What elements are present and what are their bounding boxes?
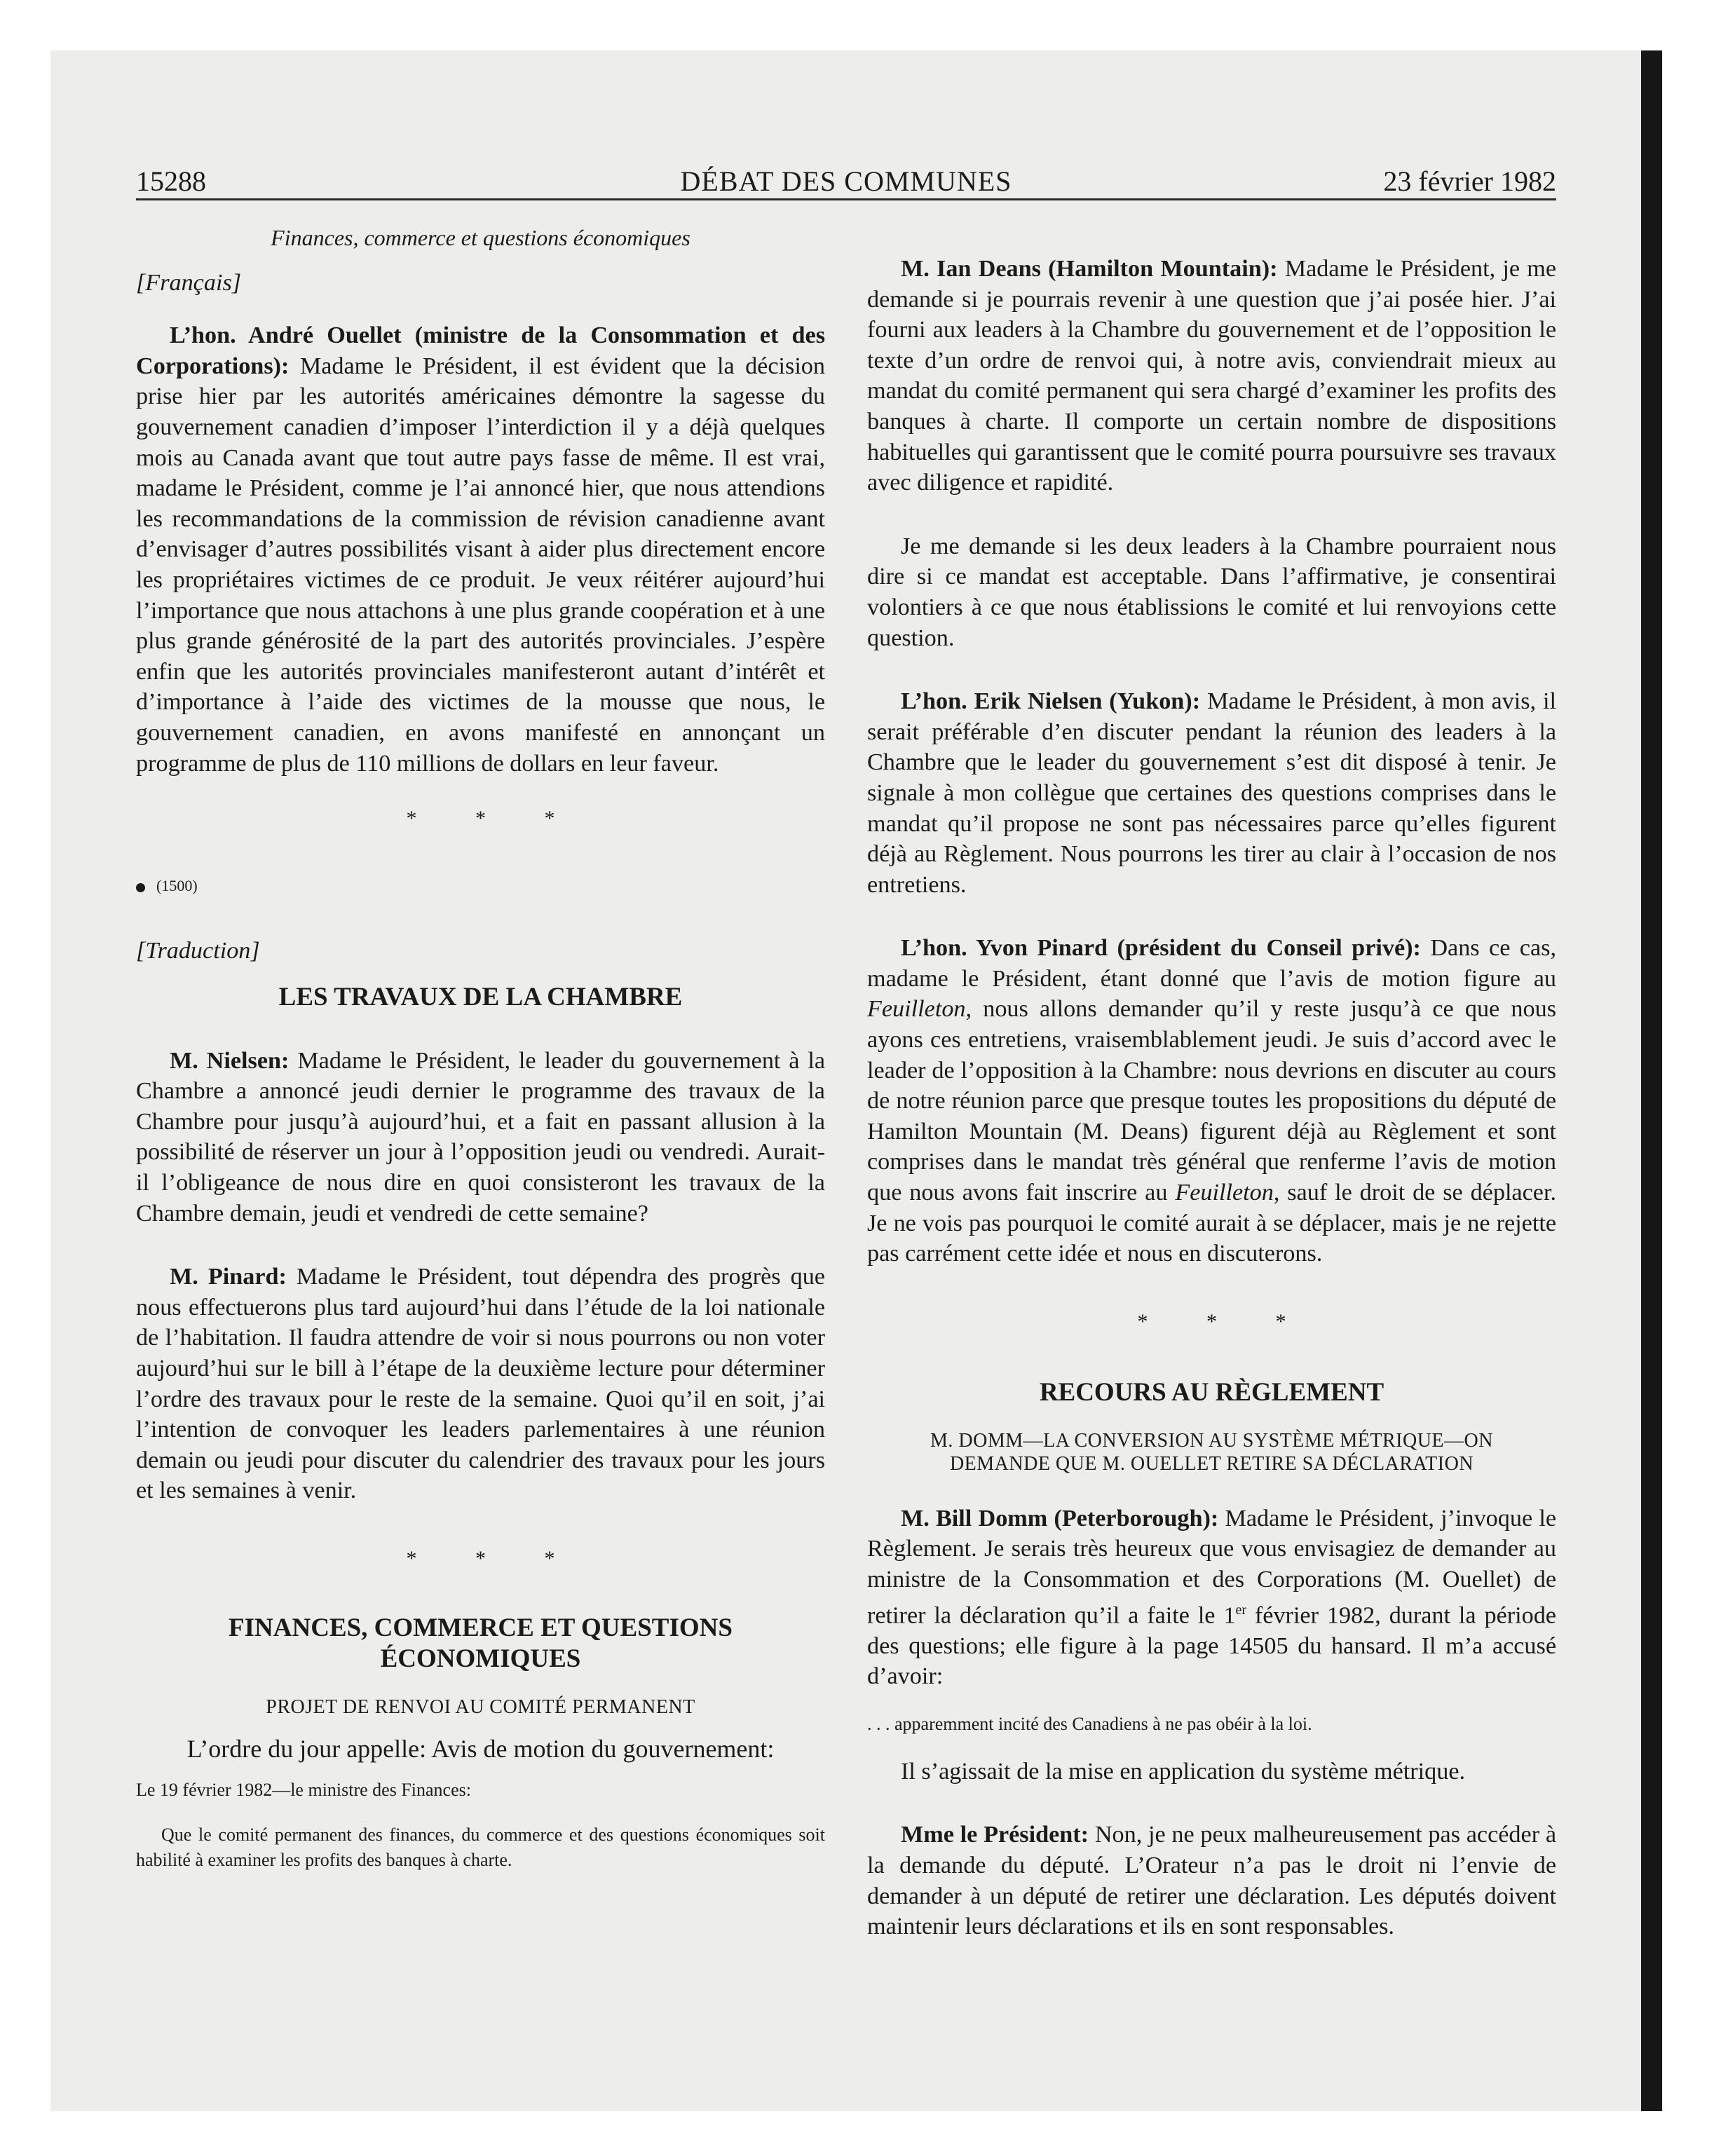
speech-text: Madame le Président, le leader du gouvernement à la Chambre a annoncé jeudi dernier le programme des travaux de la Chambre pour jusqu’à aujourd’hui, et a fait en passant allusion à la possibilité de réserver un jour à l’opposition jeudi ou vendredi. Aurait-il l’obligeance de nous dire en quoi consisteront les travaux de la Chambre demain, jeudi et vendredi de cette semaine?: [136, 1047, 825, 1227]
speaker-name: L’hon. André Ouellet (ministre de la Consommation et des Corporations):: [136, 322, 825, 379]
scan-edge-bar: [1641, 50, 1662, 2111]
time-marker-text: (1500): [156, 877, 198, 895]
speaker-name: M. Bill Domm (Peterborough):: [901, 1505, 1219, 1531]
speech-text: février 1982, durant la période des questions; elle figure à la page 14505 du hansard. Il m’a accusé d’avoir:: [867, 1602, 1556, 1690]
speaker-name: L’hon. Yvon Pinard (président du Conseil privé):: [901, 935, 1421, 962]
speech-ouellet: [136, 320, 825, 779]
speech-text: Madame le Président, j’invoque le Règlement. Je serais très heureux que vous envisagiez de demander au ministre de la Consommation et des Corporations (M. Ouellet) de retirer la déclaration qu’il a faite le 1: [867, 1505, 1556, 1628]
section-separator: * * *: [406, 807, 582, 831]
speech-nielsen-2: [867, 686, 1556, 900]
section-heading-travaux: LES TRAVAUX DE LA CHAMBRE: [278, 982, 683, 1011]
order-of-day: L’ordre du jour appelle: Avis de motion du gouvernement:: [186, 1735, 775, 1763]
speech-deans: [867, 254, 1556, 498]
quoted-accusation: . . . apparemment incité des Canadiens à ne pas obéir à la loi.: [867, 1713, 1312, 1734]
speaker-name: M. Pinard:: [170, 1264, 287, 1290]
speech-text: Dans ce cas, madame le Président, étant donné que l’avis de motion figure au: [867, 935, 1556, 992]
language-marker-traduction: [Traduction]: [136, 938, 260, 964]
section-separator: * * *: [1137, 1309, 1313, 1333]
section-heading-finances-line-1: FINANCES, COMMERCE ET QUESTIONS: [229, 1613, 733, 1642]
rubric: Finances, commerce et questions économiques: [271, 225, 690, 250]
speech-text: , sauf le droit de se déplacer. Je ne vois pas pourquoi le comité aurait à se déplacer, mais je ne rejette pas carrément cette idée et nous en discuterons.: [867, 1180, 1557, 1267]
ordinal-superscript: er: [1235, 1602, 1247, 1618]
speech-text: Non, je ne peux malheureusement pas accéder à la demande du député. L’Orateur n’a pas le droit ni l’envie de demander à un député de retirer une déclaration. Les députés doivent maintenir leurs déclarations et ils en sont responsables.: [867, 1822, 1556, 1940]
speech-deans-continued: Je me demande si les deux leaders à la Chambre pourraient nous dire si ce mandat est acceptable. Dans l’affirmative, je consentirai volontiers à ce que nous établissions le comité et lui renvoyions cette question.: [867, 533, 1556, 651]
speech-text: Madame le Président, il est évident que la décision prise hier par les autorités américaines démontre la sagesse du gouvernement canadien d’imposer l’interdiction il y a déjà quelques mois au Canada avant que tout autre pays fasse de même. Il est vrai, madame le Président, comme je l’ai annoncé hier, que nous attendions les recommandations de la commission de révision canadienne avant d’envisager d’autres possibilités visant à aider plus directement encore les propriétaires victimes de ce produit. Je veux réitérer aujourd’hui l’importance que nous attachons à une plus grande coopération et à une plus grande générosité de la part des autorités provinciales. J’espère enfin que les autorités provinciales manifesteront autant d’intérêt et d’importance à l’aide des victimes de la mousse que nous, le gouvernement canadien, en avons manifesté en annonçant un programme de plus de 110 millions de dollars en leur faveur.: [136, 353, 825, 777]
speech-pinard-1: [136, 1262, 825, 1506]
header-date: 23 février 1982: [1383, 165, 1556, 197]
speech-president: [867, 1820, 1556, 1942]
feuilleton-reference: Feuilleton: [867, 996, 966, 1023]
speech-text: Madame le Président, tout dépendra des progrès que nous effectuerons plus tard aujourd’hui dans l’étude de la loi nationale de l’habitation. Il faudra attendre de voir si nous pourrons ou non voter aujourd’hui sur le bill à l’étape de la deuxième lecture pour déterminer l’ordre des travaux pour le reste de la semaine. Quoi qu’il en soit, j’ai l’intention de convoquer les leaders parlementaires à une réunion demain ou jeudi pour discuter du calendrier des travaux pour les jours et les semaines à venir.: [136, 1264, 825, 1504]
speech-text: Madame le Président, je me demande si je pourrais revenir à une question que j’ai posée hier. J’ai fourni aux leaders à la Chambre du gouvernement et de l’opposition le texte d’un ordre de renvoi qui, à notre avis, conviendrait mieux au mandat du comité permanent qui sera chargé d’examiner les profits des banques à charte. Il comporte un certain nombre de dispositions habituelles qui garantissent que le comité pourra poursuivre ses travaux avec diligence et rapidité.: [867, 256, 1557, 496]
time-marker: [136, 875, 825, 896]
bullet-icon: [136, 883, 145, 892]
section-heading-recours: RECOURS AU RÈGLEMENT: [1039, 1377, 1384, 1407]
speaker-name: M. Nielsen:: [170, 1047, 290, 1074]
speaker-name: M. Ian Deans (Hamilton Mountain):: [901, 256, 1278, 282]
speaker-name: Mme le Président:: [901, 1822, 1089, 1848]
speech-text: Madame le Président, à mon avis, il serait préférable d’en discuter pendant la réunion des leaders à la Chambre que le leader du gouvernement s’est dit disposé à tenir. Je signale à mon collègue que certaines des questions comprises dans le mandat qu’il propose ne sont pas nécessaires parce qu’elles figurent déjà au Règlement. Nous pourrons les tirer au clair à l’occasion de nos entretiens.: [867, 688, 1556, 898]
speech-nielsen-1: [136, 1046, 825, 1229]
language-marker-francais: [Français]: [136, 269, 242, 296]
language-marker-label: Traduction: [145, 938, 251, 964]
motion-date: Le 19 février 1982—le ministre des Finances:: [136, 1779, 471, 1800]
subheading-renvoi: PROJET DE RENVOI AU COMITÉ PERMANENT: [266, 1696, 695, 1718]
feuilleton-reference: Feuilleton: [1175, 1180, 1274, 1206]
page-header: [136, 165, 1556, 200]
left-column: [136, 223, 825, 1873]
page-number: 15288: [136, 165, 206, 197]
motion-text: Que le comité permanent des finances, du commerce et des questions économiques soit habilité à examiner les profits des banques à charte.: [136, 1824, 825, 1870]
subheading-domm-line-2: DEMANDE QUE M. OUELLET RETIRE SA DÉCLARATION: [949, 1452, 1474, 1475]
section-heading-finances-line-2: ÉCONOMIQUES: [380, 1644, 581, 1673]
speaker-name: L’hon. Erik Nielsen (Yukon):: [901, 688, 1201, 715]
metric-note: Il s’agissait de la mise en application du système métrique.: [901, 1758, 1466, 1785]
speech-pinard-2: [867, 933, 1556, 1269]
right-column: [867, 223, 1556, 1942]
running-title: DÉBAT DES COMMUNES: [680, 165, 1012, 197]
speech-domm: [867, 1503, 1556, 1692]
section-separator: * * *: [406, 1547, 582, 1570]
subheading-domm-line-1: M. DOMM—LA CONVERSION AU SYSTÈME MÉTRIQUE—ON: [930, 1429, 1493, 1452]
speech-text: , nous allons demander qu’il y reste jusqu’à ce que nous ayons ces entretiens, vraisemblablement jeudi. Je suis d’accord avec le leader de l’opposition à la Chambre: nous devrions en discuter au cours de notre réunion parce que presque toutes les propositions du député de Hamilton Mountain (M. Deans) figurent déjà au Règlement et sont comprises dans le mandat très général que renferme l’avis de motion que nous avons fait inscrire au: [867, 996, 1556, 1206]
